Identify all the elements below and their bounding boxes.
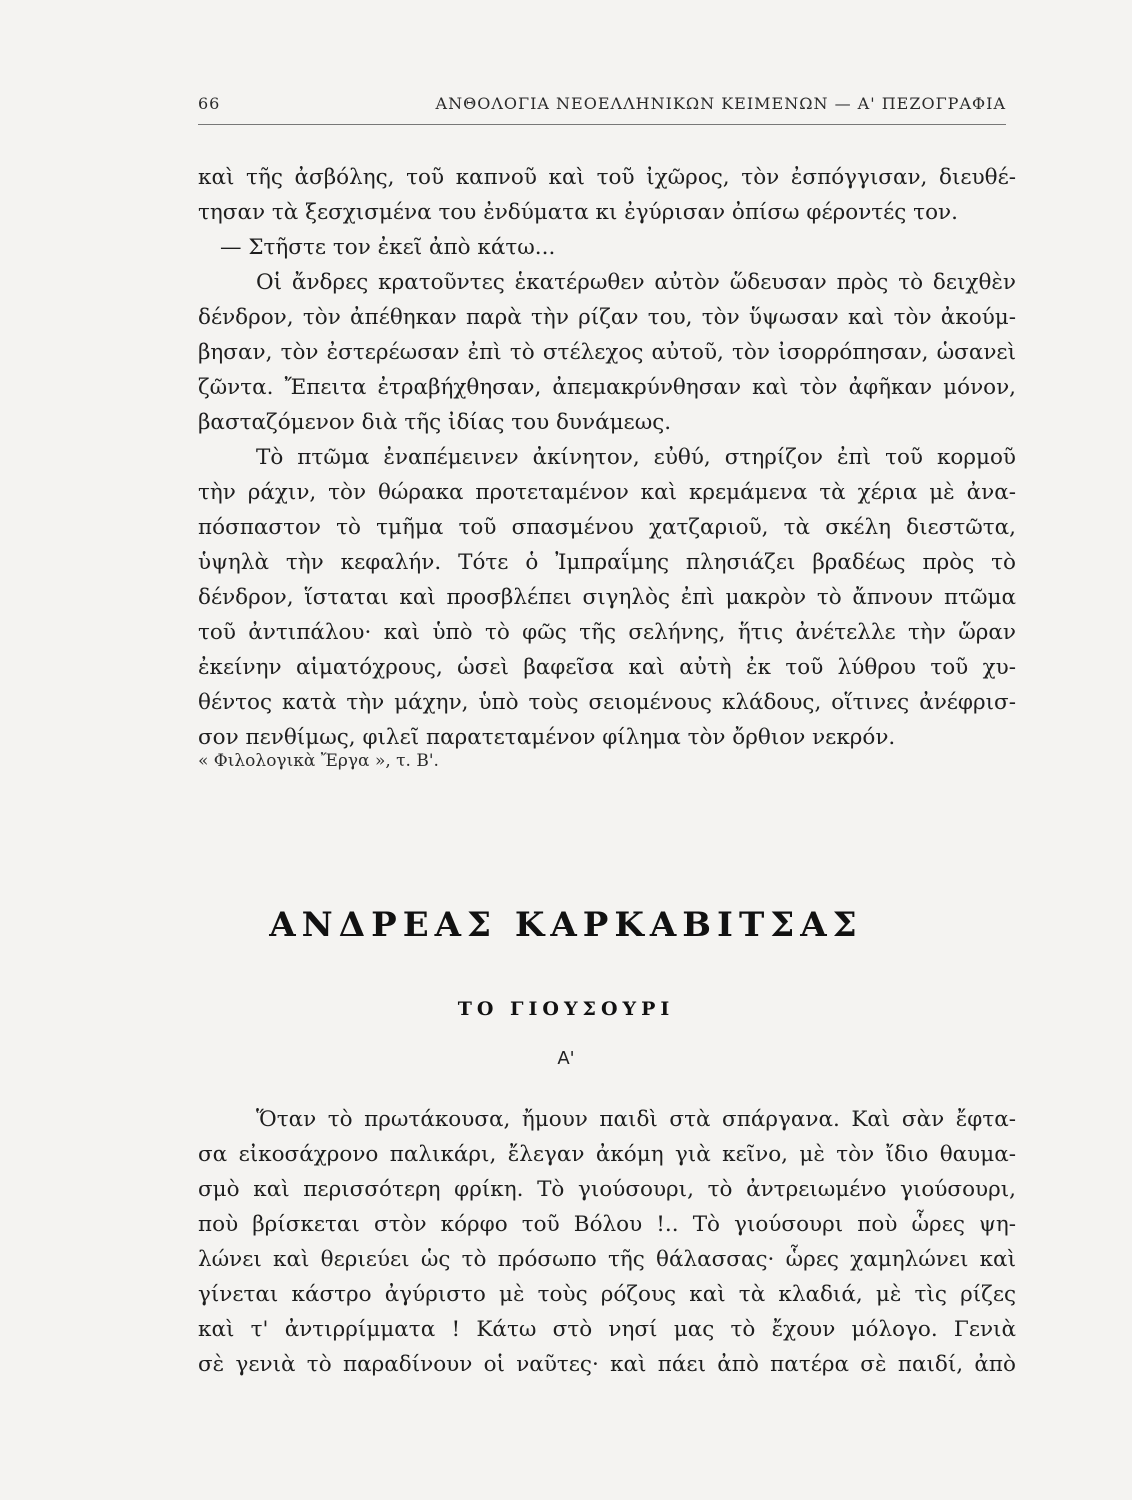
text-line: σον πενθίμως, φιλεῖ παρατεταμένον φίλημα τὸν ὄρθιον νεκρόν. <box>198 725 896 750</box>
text-line: δένδρον, ἵσταται καὶ προσβλέπει σιγηλὸς ἐπὶ μακρὸν τὸ ἄπνουν πτῶμα <box>198 585 1016 610</box>
text-line: πόσπαστον τὸ τμῆμα τοῦ σπασμένου χατζαριοῦ, τὰ σκέλη διεστῶτα, <box>198 515 1016 540</box>
text-line: καὶ τῆς ἀσβόλης, τοῦ καπνοῦ καὶ τοῦ ἰχῶρος, τὸν ἐσπόγγισαν, διευθέ- <box>198 165 1016 190</box>
text-line: σμὸ καὶ περισσότερη φρίκη. Τὸ γιούσουρι, τὸ ἀντρειωμένο γιούσουρι, <box>198 1177 1016 1202</box>
page-number: 66 <box>198 94 221 113</box>
header-rule <box>198 124 1006 125</box>
text-line: δένδρον, τὸν ἀπέθηκαν παρὰ τὴν ρίζαν του, τὸν ὕψωσαν καὶ τὸν ἀκούμ- <box>198 305 1016 330</box>
text-line: γίνεται κάστρο ἀγύριστο μὲ τοὺς ρόζους καὶ τὰ κλαδιά, μὲ τὶς ρίζες <box>198 1282 1016 1307</box>
text-line: Τὸ πτῶμα ἐναπέμεινεν ἀκίνητον, εὐθύ, στηρίζον ἐπὶ τοῦ κορμοῦ <box>256 445 1016 470</box>
excerpt-text-ending <box>198 160 1016 755</box>
text-line: ὑψηλὰ τὴν κεφαλήν. Τότε ὁ Ἰμπραΐμης πλησιάζει βραδέως πρὸς τὸ <box>198 550 1016 575</box>
text-line: Ὅταν τὸ πρωτάκουσα, ἤμουν παιδὶ στὰ σπάργανα. Καὶ σὰν ἔφτα- <box>256 1107 1016 1132</box>
author-heading: ΑΝΔΡΕΑΣ ΚΑΡΚΑΒΙΤΣΑΣ <box>269 905 863 945</box>
text-line: βησαν, τὸν ἐστερέωσαν ἐπὶ τὸ στέλεχος αὐτοῦ, τὸν ἰσορρόπησαν, ὡσανεὶ <box>198 340 1016 365</box>
story-text-beginning <box>198 1102 1016 1382</box>
text-line: σα εἰκοσάχρονο παλικάρι, ἔλεγαν ἀκόμη γιὰ κεῖνο, μὲ τὸν ἴδιο θαυμα- <box>198 1142 1016 1167</box>
text-line: καὶ τ' ἀντιρρίμματα ! Κάτω στὸ νησί μας τὸ ἔχουν μόλογο. Γενιὰ <box>198 1317 1016 1342</box>
story-title: ΤΟ ΓΙΟΥΣΟΥΡΙ <box>457 998 675 1020</box>
dialogue-line: — Στῆστε τον ἐκεῖ ἀπὸ κάτω... <box>220 235 556 260</box>
chapter-number: Α' <box>557 1048 575 1069</box>
text-line: τοῦ ἀντιπάλου· καὶ ὑπὸ τὸ φῶς τῆς σελήνης, ἥτις ἀνέτελλε τὴν ὥραν <box>198 620 1016 645</box>
text-line: θέντος κατὰ τὴν μάχην, ὑπὸ τοὺς σειομένους κλάδους, οἵτινες ἀνέφρισ- <box>198 690 1016 715</box>
text-line: ζῶντα. Ἔπειτα ἐτραβήχθησαν, ἀπεμακρύνθησαν καὶ τὸν ἀφῆκαν μόνον, <box>198 375 1016 400</box>
text-line: τὴν ράχιν, τὸν θώρακα προτεταμένον καὶ κρεμάμενα τὰ χέρια μὲ ἀνα- <box>198 480 1016 505</box>
text-line: σὲ γενιὰ τὸ παραδίνουν οἱ ναῦτες· καὶ πάει ἀπὸ πατέρα σὲ παιδί, ἀπὸ <box>198 1352 1016 1377</box>
text-line: Οἱ ἄνδρες κρατοῦντες ἑκατέρωθεν αὐτὸν ὥδευσαν πρὸς τὸ δειχθὲν <box>256 270 1016 295</box>
text-line: ποὺ βρίσκεται στὸν κόρφο τοῦ Βόλου !.. Τὸ γιούσουρι ποὺ ὧρες ψη- <box>198 1212 1016 1237</box>
running-head-title: ΑΝΘΟΛΟΓΙΑ ΝΕΟΕΛΛΗΝΙΚΩΝ ΚΕΙΜΕΝΩΝ — Α' ΠΕΖΟΓΡΑΦΙΑ <box>435 94 1006 113</box>
text-line: τησαν τὰ ξεσχισμένα του ἐνδύματα κι ἐγύρισαν ὀπίσω φέροντές τον. <box>198 200 958 225</box>
text-line: βασταζόμενον διὰ τῆς ἰδίας του δυνάμεως. <box>198 410 672 435</box>
source-citation: « Φιλολογικὰ Ἔργα », τ. Β'. <box>198 751 439 771</box>
text-line: ἐκείνην αἱματόχρους, ὡσεὶ βαφεῖσα καὶ αὐτὴ ἐκ τοῦ λύθρου τοῦ χυ- <box>198 655 1016 680</box>
text-line: λώνει καὶ θεριεύει ὡς τὸ πρόσωπο τῆς θάλασσας· ὧρες χαμηλώνει καὶ <box>198 1247 1016 1272</box>
